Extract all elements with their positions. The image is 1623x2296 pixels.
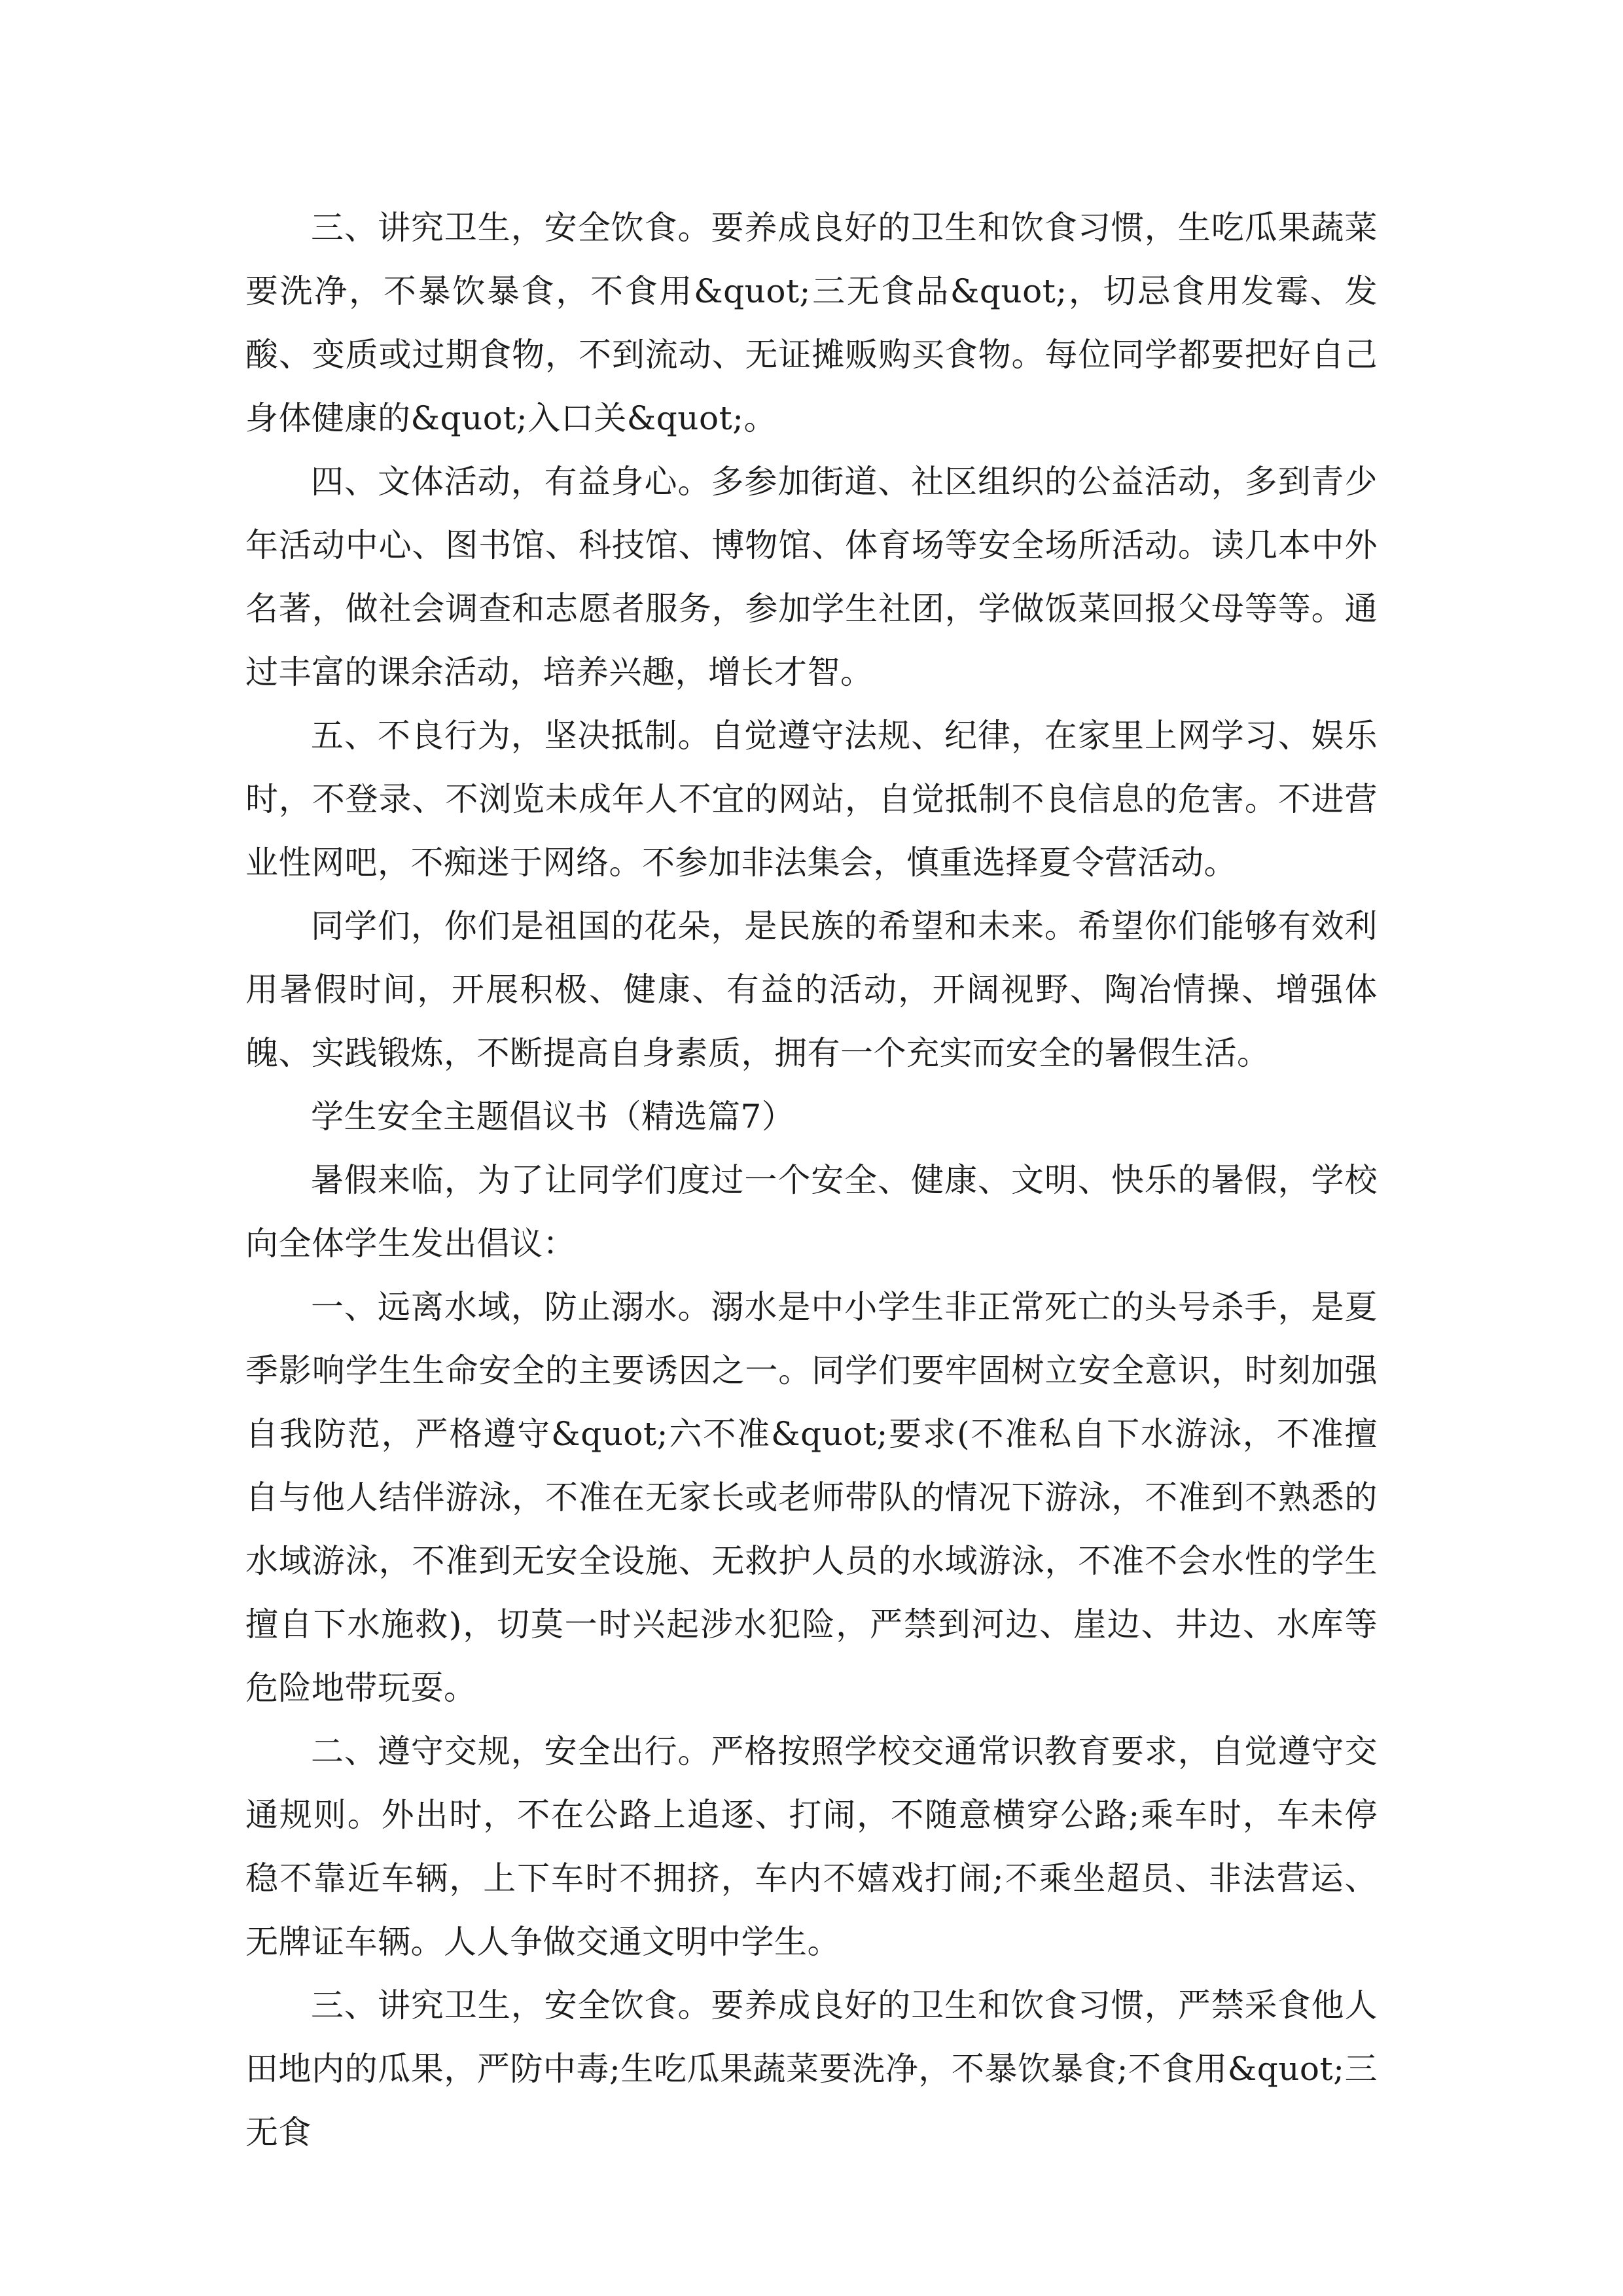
document-page — [245, 196, 1378, 2164]
section-title: 学生安全主题倡议书（精选篇7） — [311, 1098, 795, 1136]
paragraph-bad-behavior: 五、不良行为，坚决抵制。自觉遵守法规、纪律，在家里上网学习、娱乐时，不登录、不浏览未成年人不宜的网站，自觉抵制不良信息的危害。不进营业性网吧，不痴迷于网络。不参加非法集会，慎重选择夏令营活动。 — [245, 717, 1378, 882]
paragraph-activities: 四、文体活动，有益身心。多参加街道、社区组织的公益活动，多到青少年活动中心、图书馆、科技馆、博物馆、体育场等安全场所活动。读几本中外名著，做社会调查和志愿者服务，参加学生社团，学做饭菜回报父母等等。通过丰富的课余活动，培养兴趣，增长才智。 — [245, 463, 1378, 691]
paragraph-intro: 暑假来临，为了让同学们度过一个安全、健康、文明、快乐的暑假，学校向全体学生发出倡议： — [245, 1161, 1378, 1263]
paragraph-traffic-safety: 二、遵守交规，安全出行。严格按照学校交通常识教育要求，自觉遵守交通规则。外出时，不在公路上追逐、打闹，不随意横穿公路;乘车时，车未停稳不靠近车辆，上下车时不拥挤，车内不嬉戏打闹;不乘坐超员、非法营运、无牌证车辆。人人争做交通文明中学生。 — [245, 1732, 1378, 1961]
paragraph-closing: 同学们，你们是祖国的花朵，是民族的希望和未来。希望你们能够有效利用暑假时间，开展积极、健康、有益的活动，开阔视野、陶冶情操、增强体魄、实践锻炼，不断提高自身素质，拥有一个充实而安全的暑假生活。 — [245, 907, 1378, 1072]
paragraph-hygiene: 三、讲究卫生，安全饮食。要养成良好的卫生和饮食习惯，生吃瓜果蔬菜要洗净，不暴饮暴食，不食用&quot;三无食品&quot;，切忌食用发霉、发酸、变质或过期食物，不到流动、无证摊贩购买食物。每位同学都要把好自己身体健康的&quot;入口关&quot;。 — [245, 209, 1378, 437]
paragraph-water-safety: 一、远离水域，防止溺水。溺水是中小学生非正常死亡的头号杀手，是夏季影响学生生命安全的主要诱因之一。同学们要牢固树立安全意识，时刻加强自我防范，严格遵守&quot;六不准&quot;要求(不准私自下水游泳，不准擅自与他人结伴游泳，不准在无家长或老师带队的情况下游泳，不准到不熟悉的水域游泳，不准到无安全设施、无救护人员的水域游泳，不准不会水性的学生擅自下水施救)，切莫一时兴起涉水犯险，严禁到河边、崖边、井边、水库等危险地带玩耍。 — [245, 1288, 1378, 1707]
paragraph-food-safety: 三、讲究卫生，安全饮食。要养成良好的卫生和饮食习惯，严禁采食他人田地内的瓜果，严防中毒;生吃瓜果蔬菜要洗净，不暴饮暴食;不食用&quot;三无食 — [245, 1986, 1378, 2151]
